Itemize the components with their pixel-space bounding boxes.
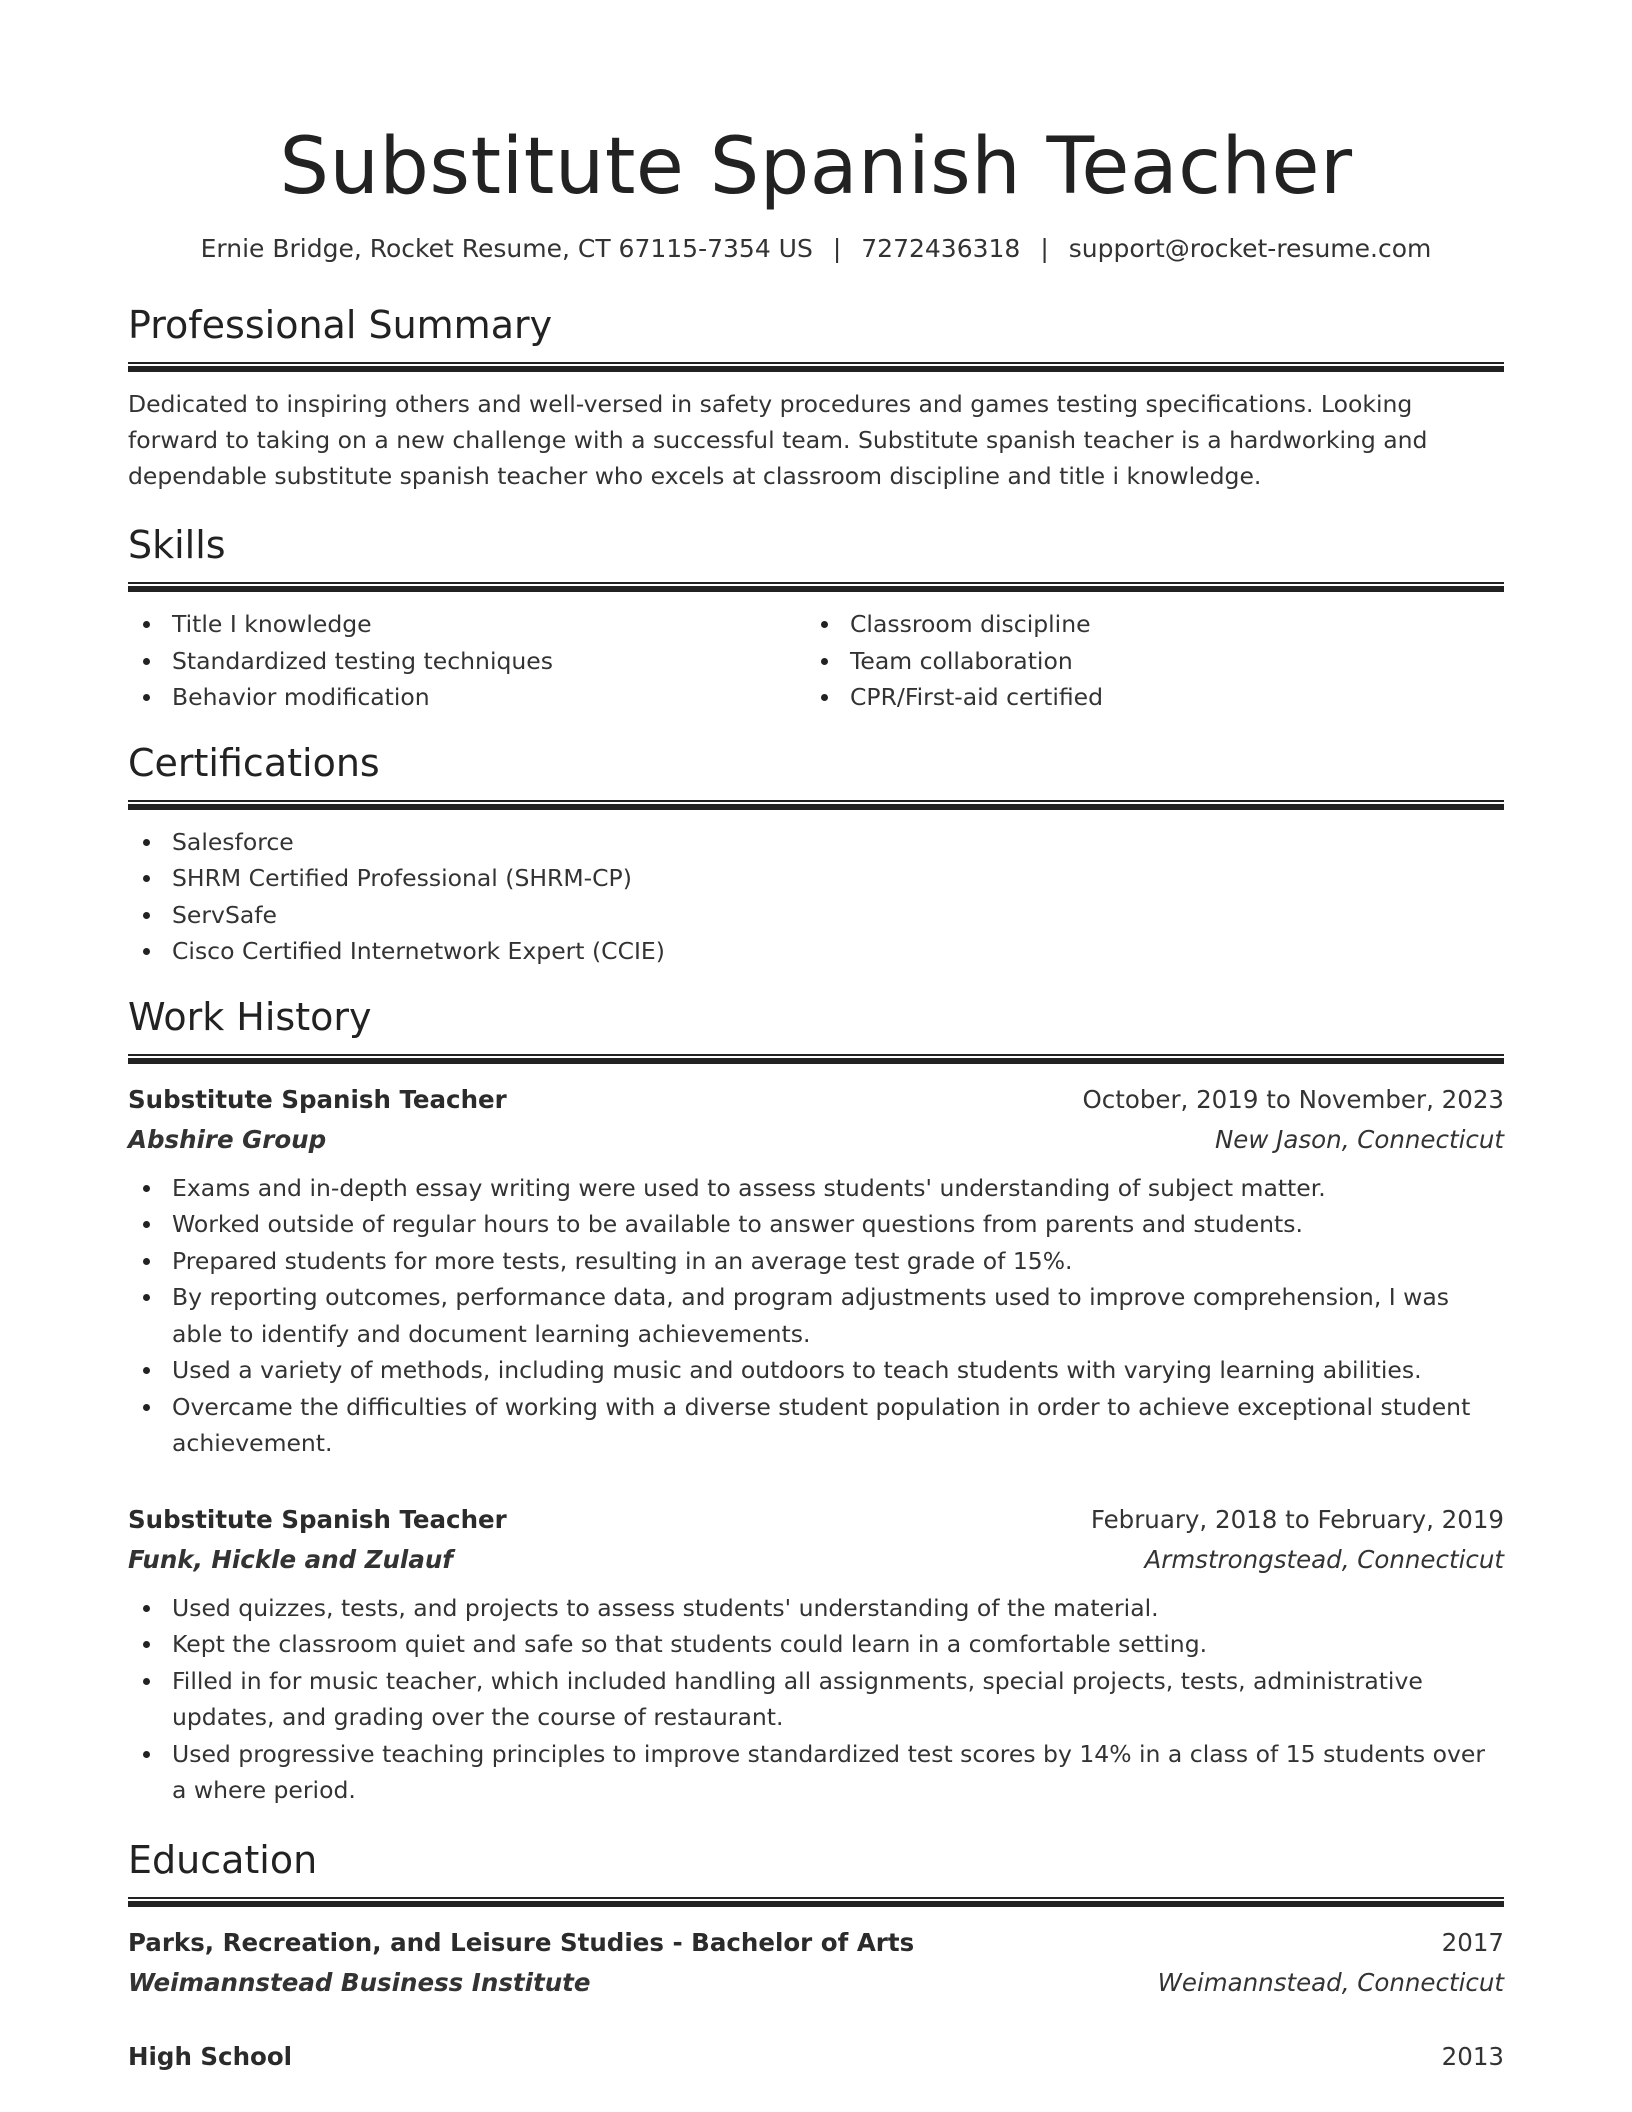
education-school: Weimannstead Business Institute [128, 1967, 591, 1997]
summary-text: Dedicated to inspiring others and well-versed in safety procedures and games testing specifications. Looking forward to taking on a new challenge with a successful team. Substitute spanish teacher is a hardworking and dependable substitute spanish teacher who excels at classroom discipline and title i knowledge. [128, 390, 1428, 490]
job-duty: Exams and in-depth essay writing were used to assess students' understanding of subject matter. [128, 1170, 1504, 1207]
job-subheader [128, 1540, 1504, 1580]
contact-line [128, 232, 1504, 266]
job-duty: Kept the classroom quiet and safe so that students could learn in a comfortable setting. [128, 1626, 1504, 1663]
job-duty: Filled in for music teacher, which included handling all assignments, special projects, tests, administrative updates, and grading over the course of restaurant. [128, 1663, 1504, 1736]
education-degree: High School [128, 2041, 293, 2071]
certification-item: Salesforce [128, 824, 1504, 861]
skill-item: Standardized testing techniques [128, 643, 806, 680]
certification-item: ServSafe [128, 897, 1504, 934]
job-company: Funk, Hickle and Zulauf [128, 1544, 453, 1574]
education-entry [128, 1923, 1504, 2003]
job-duty: Used quizzes, tests, and projects to assess students' understanding of the material. [128, 1590, 1504, 1627]
skills-grid [128, 606, 1504, 716]
job-header [128, 1080, 1504, 1120]
section-divider [128, 1054, 1504, 1064]
job-duty: Prepared students for more tests, resulting in an average test grade of 15%. [128, 1243, 1504, 1280]
job-location: Armstrongstead, Connecticut [1144, 1544, 1504, 1574]
education-header [128, 2037, 1504, 2077]
contact-address: Ernie Bridge, Rocket Resume, CT 67115-7354 US [200, 234, 813, 263]
work-history-heading: Work History [128, 994, 372, 1039]
job-duty: Used a variety of methods, including music and outdoors to teach students with varying learning abilities. [128, 1352, 1504, 1389]
skill-item: Behavior modification [128, 679, 806, 716]
education-year: 2017 [1441, 1927, 1504, 1957]
education-year: 2013 [1441, 2041, 1504, 2071]
education-heading: Education [128, 1837, 318, 1882]
job-title: Substitute Spanish Teacher [128, 1504, 507, 1534]
certifications-heading: Certifications [128, 740, 380, 785]
education-entry [128, 2037, 1504, 2077]
education-section [128, 1835, 1504, 2077]
job-entry [128, 1500, 1504, 1809]
skill-item: Classroom discipline [806, 606, 1484, 643]
job-duty: Worked outside of regular hours to be available to answer questions from parents and students. [128, 1206, 1504, 1243]
section-divider [128, 582, 1504, 592]
contact-separator: | [832, 234, 842, 263]
skill-item: CPR/First-aid certified [806, 679, 1484, 716]
job-duties-list [128, 1590, 1504, 1809]
summary-section [128, 300, 1504, 494]
job-duty: By reporting outcomes, performance data, and program adjustments used to improve comprehension, I was able to identify and document learning achievements. [128, 1279, 1504, 1352]
education-location: Weimannstead, Connecticut [1157, 1967, 1504, 1997]
certification-item: Cisco Certified Internetwork Expert (CCIE) [128, 933, 1504, 970]
job-company: Abshire Group [128, 1124, 327, 1154]
section-divider [128, 362, 1504, 372]
summary-heading: Professional Summary [128, 303, 553, 347]
skills-list-right [806, 606, 1484, 716]
education-subheader [128, 1963, 1504, 2003]
skills-heading: Skills [128, 523, 226, 567]
job-duty: Used progressive teaching principles to improve standardized test scores by 14% in a class of 15 students over a where period. [128, 1736, 1504, 1809]
certifications-section [128, 738, 1504, 970]
contact-email: support@rocket-resume.com [1068, 234, 1432, 263]
education-degree: Parks, Recreation, and Leisure Studies - Bachelor of Arts [128, 1927, 915, 1957]
work-history-section [128, 992, 1504, 1809]
job-header [128, 1500, 1504, 1540]
contact-separator: | [1040, 234, 1049, 263]
job-location: New Jason, Connecticut [1214, 1124, 1504, 1154]
job-subheader [128, 1120, 1504, 1160]
job-dates: October, 2019 to November, 2023 [1082, 1084, 1504, 1114]
contact-phone: 7272436318 [861, 234, 1021, 263]
certifications-list [128, 824, 1504, 970]
education-header [128, 1923, 1504, 1963]
resume-page [128, 0, 1504, 2077]
skills-list-left [128, 606, 806, 716]
skills-section [128, 520, 1504, 716]
skill-item: Title I knowledge [128, 606, 806, 643]
job-duty: Overcame the difficulties of working with a diverse student population in order to achieve exceptional student achievement. [128, 1389, 1504, 1462]
job-entry [128, 1080, 1504, 1462]
job-duties-list [128, 1170, 1504, 1462]
section-divider [128, 1897, 1504, 1907]
resume-name: Substitute Spanish Teacher [279, 122, 1353, 212]
certification-item: SHRM Certified Professional (SHRM-CP) [128, 860, 1504, 897]
job-title: Substitute Spanish Teacher [128, 1084, 507, 1114]
job-dates: February, 2018 to February, 2019 [1090, 1504, 1504, 1534]
skill-item: Team collaboration [806, 643, 1484, 680]
section-divider [128, 800, 1504, 810]
